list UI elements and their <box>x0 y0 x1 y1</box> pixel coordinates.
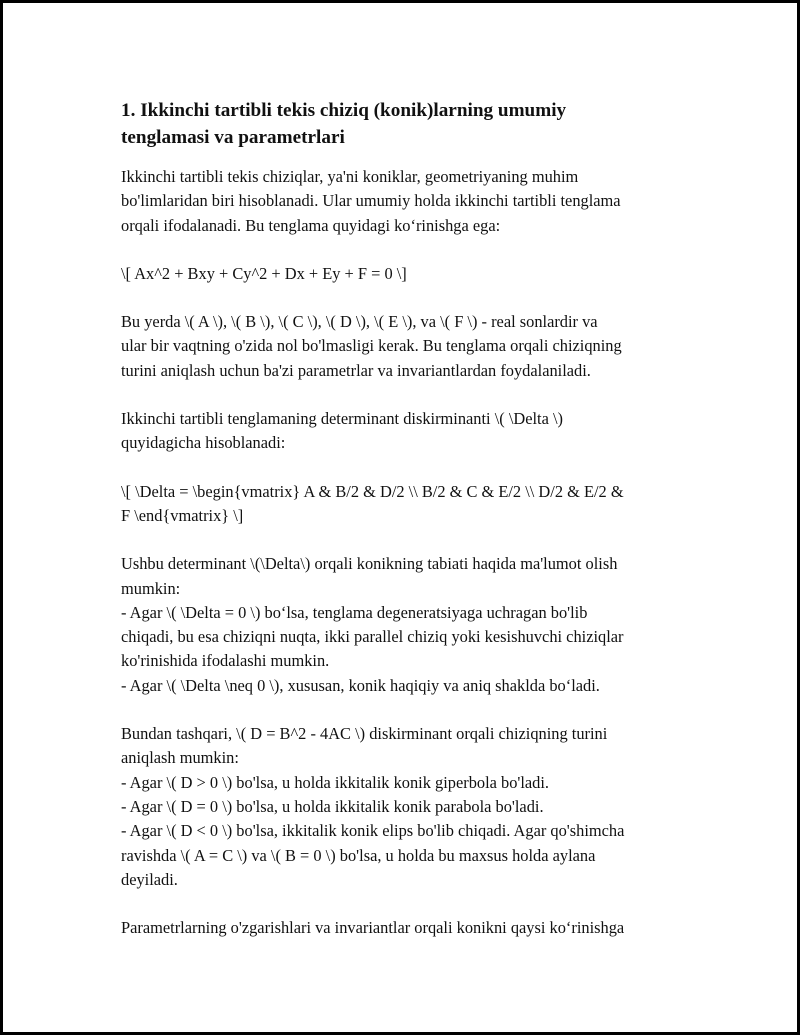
text-line: aniqlash mumkin: <box>121 748 239 768</box>
text-line: Bu yerda \( A \), \( B \), \( C \), \( D \), \( E \), va \( F \) - real sonlardir va <box>121 312 598 332</box>
closing-paragraph <box>121 916 691 940</box>
text-line: Parametrlarning o'zgarishlari va invariantlar orqali konikni qaysi ko‘rinishga <box>121 918 625 938</box>
list-item: - Agar \( \Delta \neq 0 \), xususan, konik haqiqiy va aniq shaklda bo‘ladi. <box>121 675 600 695</box>
delta-equation <box>121 480 691 529</box>
document-body <box>121 97 691 940</box>
list-item: - Agar \( D > 0 \) bo'lsa, u holda ikkitalik konik giperbola bo'ladi. <box>121 772 550 792</box>
equation-line: \[ Ax^2 + Bxy + Cy^2 + Dx + Ey + F = 0 \] <box>121 263 407 283</box>
equation-line: \[ \Delta = \begin{vmatrix} A & B/2 & D/2 \\ B/2 & C & E/2 \\ D/2 & E/2 & <box>121 481 624 501</box>
delta-cases-paragraph <box>121 552 691 698</box>
intro-paragraph <box>121 165 691 238</box>
section-heading <box>121 97 691 151</box>
parameters-paragraph <box>121 310 691 383</box>
text-line: quyidagicha hisoblanadi: <box>121 433 286 453</box>
list-item: - Agar \( D < 0 \) bo'lsa, ikkitalik konik elips bo'lib chiqadi. Agar qo'shimcha <box>121 821 625 841</box>
text-line: mumkin: <box>121 578 181 598</box>
delta-intro-paragraph <box>121 407 691 456</box>
heading-line: 1. Ikkinchi tartibli tekis chiziq (konik)larning umumiy <box>121 100 567 121</box>
text-line: Ikkinchi tartibli tenglamaning determinant diskirminanti \( \Delta \) <box>121 409 563 429</box>
text-line: deyiladi. <box>121 869 178 889</box>
general-equation <box>121 262 691 286</box>
text-line: ko'rinishida ifodalashi mumkin. <box>121 651 330 671</box>
heading-line: tenglamasi va parametrlari <box>121 127 345 148</box>
text-line: chiqadi, bu esa chiziqni nuqta, ikki parallel chiziq yoki kesishuvchi chiziqlar <box>121 627 624 647</box>
text-line: turini aniqlash uchun ba'zi parametrlar va invariantlardan foydalaniladi. <box>121 360 591 380</box>
equation-line: F \end{vmatrix} \] <box>121 505 244 525</box>
text-line: orqali ifodalanadi. Bu tenglama quyidagi ko‘rinishga ega: <box>121 215 501 235</box>
list-item: - Agar \( \Delta = 0 \) bo‘lsa, tenglama degeneratsiyaga uchragan bo'lib <box>121 602 588 622</box>
text-line: bo'limlaridan biri hisoblanadi. Ular umumiy holda ikkinchi tartibli tenglama <box>121 191 621 211</box>
text-line: Ushbu determinant \(\Delta\) orqali konikning tabiati haqida ma'lumot olish <box>121 554 618 574</box>
text-line: Bundan tashqari, \( D = B^2 - 4AC \) diskirminant orqali chiziqning turini <box>121 724 608 744</box>
text-line: ravishda \( A = C \) va \( B = 0 \) bo'lsa, u holda bu maxsus holda aylana <box>121 845 596 865</box>
discriminant-cases-paragraph <box>121 722 691 892</box>
text-line: Ikkinchi tartibli tekis chiziqlar, ya'ni koniklar, geometriyaning muhim <box>121 167 579 186</box>
list-item: - Agar \( D = 0 \) bo'lsa, u holda ikkitalik konik parabola bo'ladi. <box>121 796 544 816</box>
text-line: ular bir vaqtning o'zida nol bo'lmasligi kerak. Bu tenglama orqali chiziqning <box>121 336 622 356</box>
